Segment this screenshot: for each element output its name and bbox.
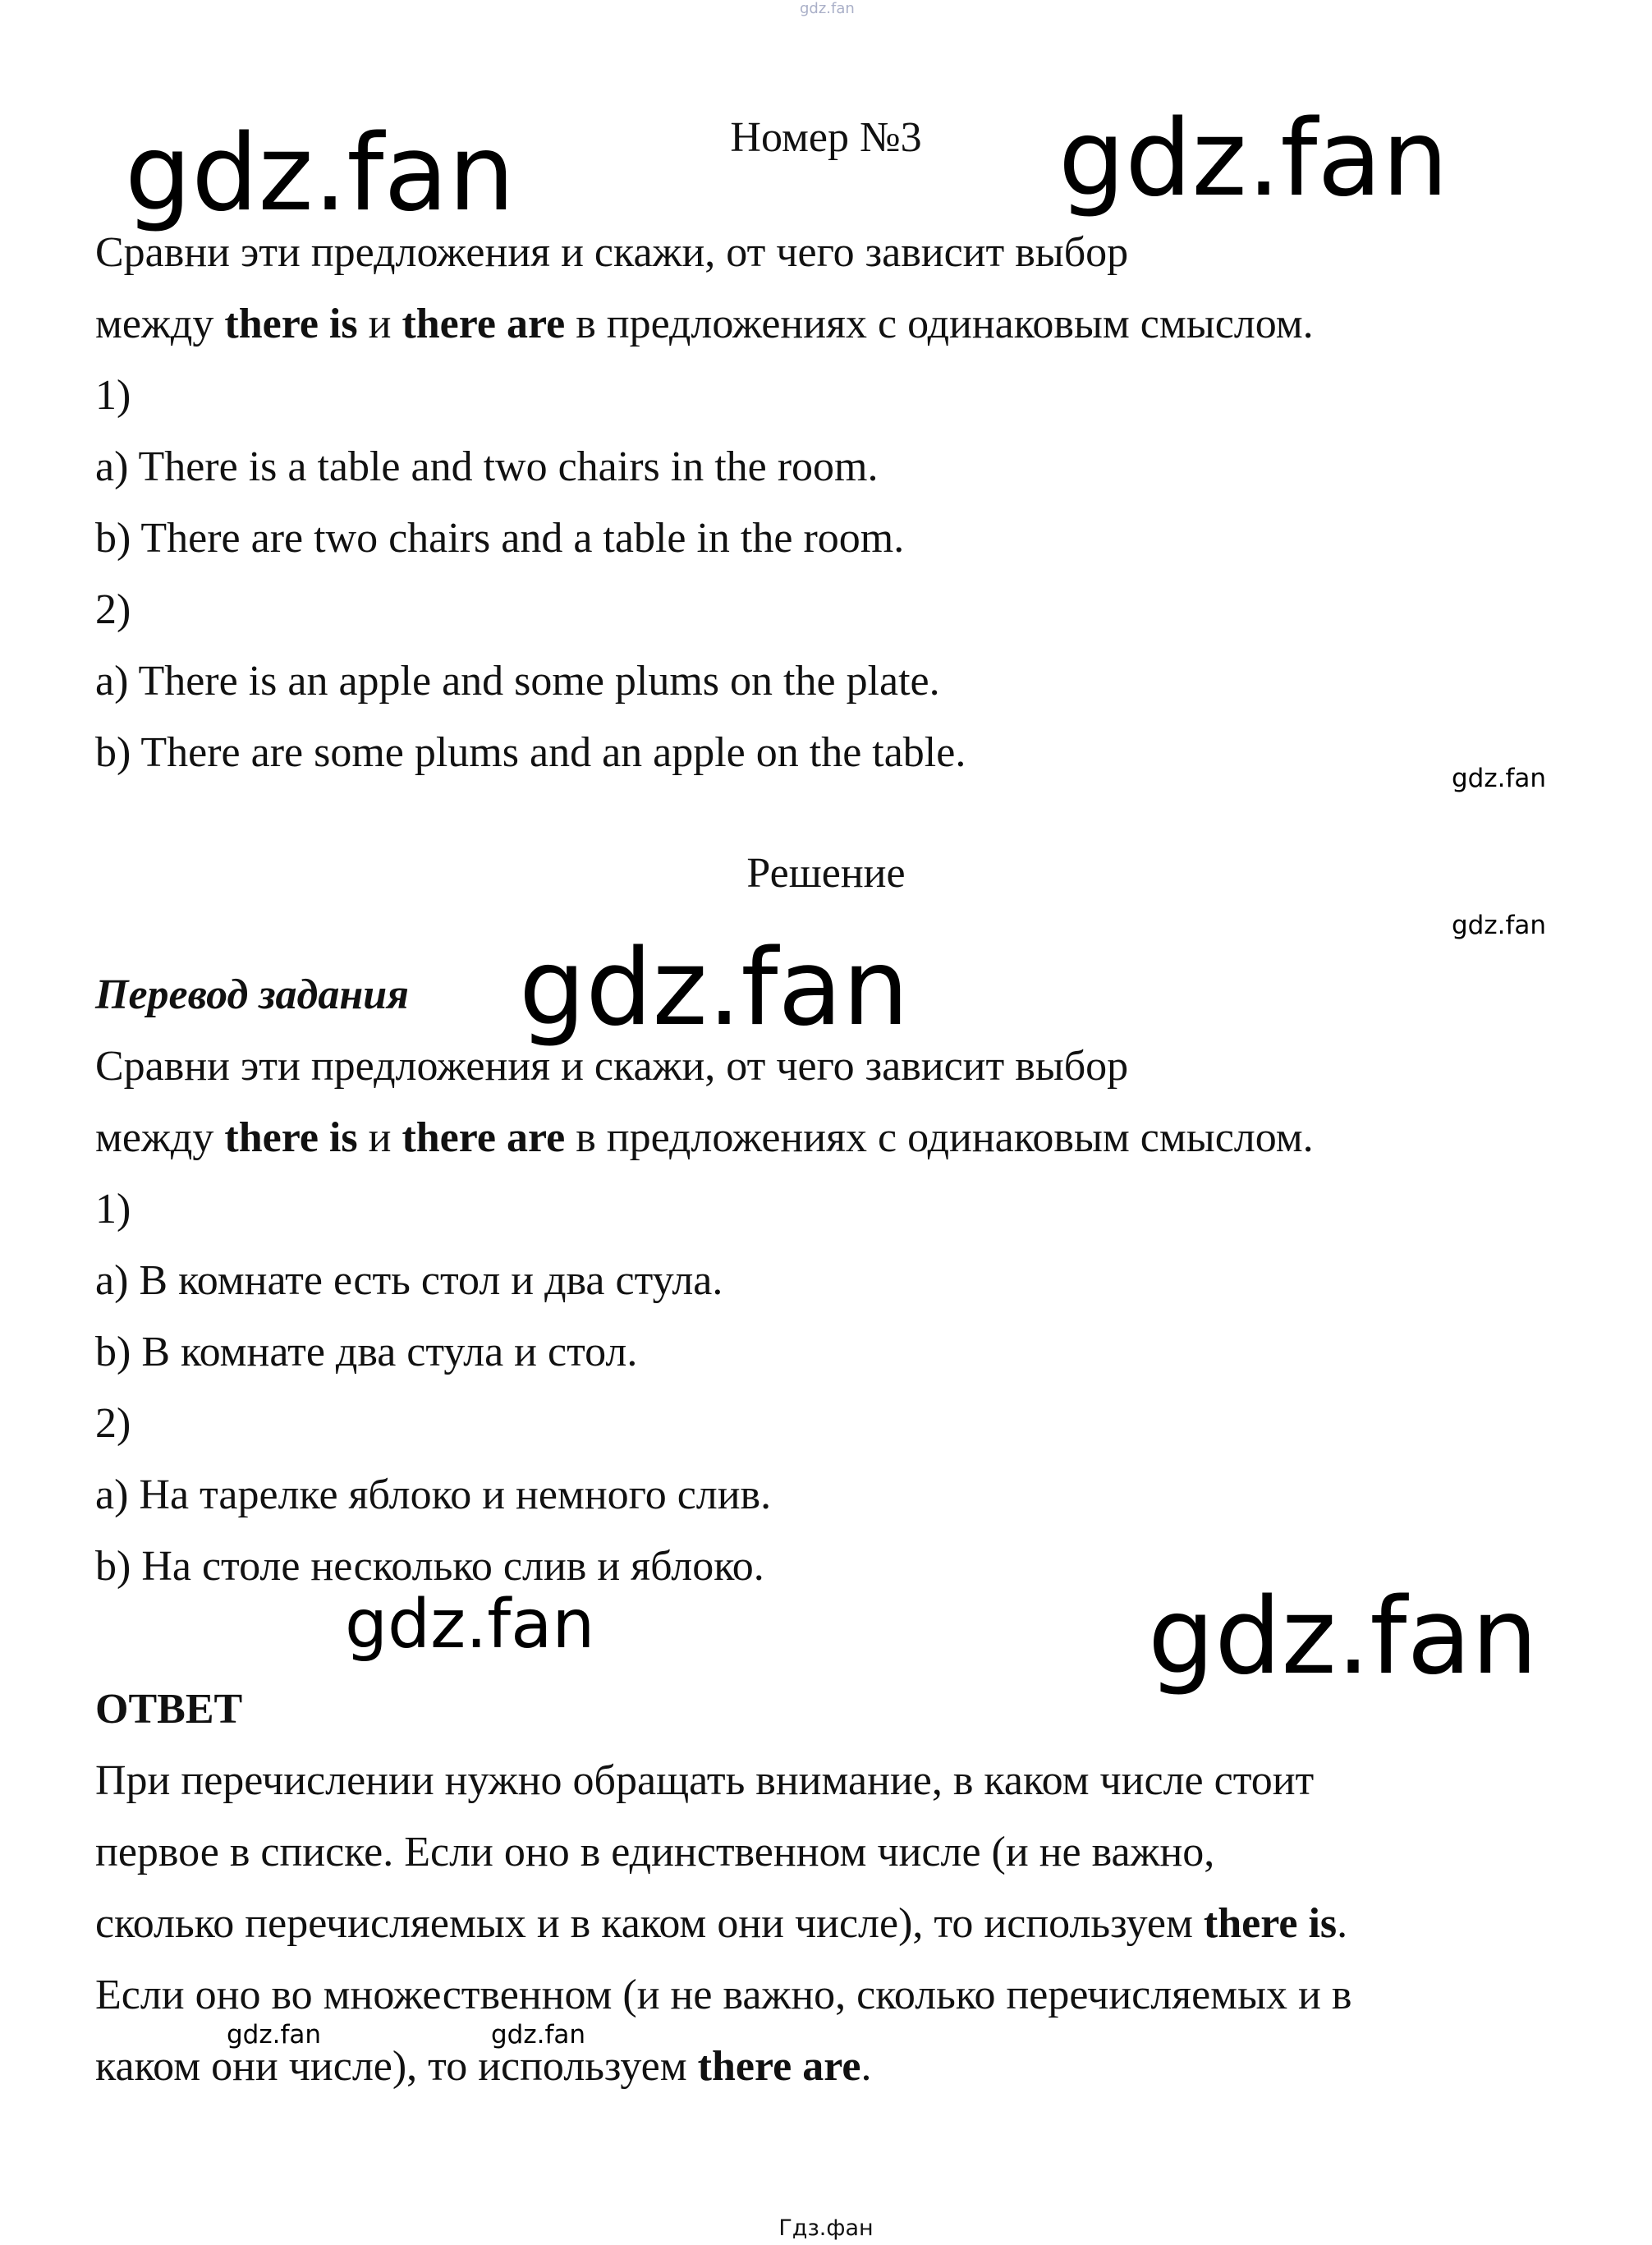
task-item: b) There are two chairs and a table in the room. [95, 515, 905, 562]
answer-line-5-pre: каком они числе), то используем [95, 2043, 698, 2090]
translation-heading: Перевод задания [95, 971, 409, 1018]
translation-item: 2) [95, 1400, 131, 1447]
watermark: gdz.fan [345, 1586, 595, 1664]
watermark: gdz.fan [491, 2020, 586, 2050]
translation-there-is: there is [224, 1114, 358, 1161]
task-item: b) There are some plums and an apple on the table. [95, 729, 966, 776]
watermark: gdz.fan [1452, 911, 1547, 940]
answer-there-are: there are [697, 2043, 861, 2090]
task-there-are: there are [402, 301, 566, 347]
task-there-is: there is [224, 301, 358, 347]
watermark: gdz.fan [1148, 1576, 1538, 1698]
answer-line-3-post: . [1337, 1900, 1348, 1947]
task-item: a) There is a table and two chairs in the room. [95, 443, 879, 490]
watermark: gdz.fan [125, 112, 515, 235]
translation-line-1: Сравни эти предложения и скажи, от чего зависит выбор [95, 1043, 1129, 1090]
translation-line-2-pre: между [95, 1114, 225, 1161]
page-title: Номер №3 [730, 114, 922, 161]
translation-line-2-post: в предложениях с одинаковым смыслом. [565, 1114, 1314, 1161]
answer-line-3-pre: сколько перечисляемых и в каком они числе), то используем [95, 1900, 1204, 1947]
watermark: gdz.fan [227, 2020, 322, 2050]
answer-line-1: При перечислении нужно обращать внимание, в каком числе стоит [95, 1757, 1315, 1804]
translation-there-are: there are [402, 1114, 566, 1161]
answer-line-5-post: . [860, 2043, 872, 2090]
answer-line-3 [95, 1900, 1348, 1947]
task-item: a) There is an apple and some plums on the plate. [95, 658, 940, 705]
translation-item: a) На тарелке яблоко и немного слив. [95, 1471, 772, 1518]
watermark: gdz.fan [519, 927, 909, 1049]
translation-item: 1) [95, 1186, 131, 1233]
translation-item: b) На столе несколько слив и яблоко. [95, 1543, 764, 1590]
task-item: 1) [95, 372, 131, 419]
translation-item: a) В комнате есть стол и два стула. [95, 1257, 723, 1304]
answer-line-2: первое в списке. Если оно в единственном числе (и не важно, [95, 1829, 1215, 1875]
answer-line-4: Если оно во множественном (и не важно, сколько перечисляемых и в [95, 1972, 1352, 2018]
answer-line-5 [95, 2045, 871, 2088]
watermark: gdz.fan [1452, 764, 1547, 793]
watermark: gdz.fan [1058, 98, 1448, 220]
solution-heading: Решение [746, 850, 906, 897]
answer-heading: ОТВЕТ [95, 1686, 243, 1733]
task-line-2-pre: между [95, 301, 225, 347]
answer-there-is: there is [1203, 1900, 1338, 1947]
top-watermark: gdz.fan [800, 0, 855, 17]
task-line-2-post: в предложениях с одинаковым смыслом. [565, 301, 1314, 347]
translation-line-2-mid: и [357, 1114, 402, 1161]
translation-line-2 [95, 1114, 1314, 1161]
task-line-2 [95, 303, 1314, 346]
task-line-2-mid: и [357, 301, 402, 347]
task-item: 2) [95, 586, 131, 633]
translation-item: b) В комнате два стула и стол. [95, 1329, 638, 1375]
task-line-1: Сравни эти предложения и скажи, от чего зависит выбор [95, 229, 1129, 276]
footer-label: Гдз.фан [778, 2215, 874, 2241]
